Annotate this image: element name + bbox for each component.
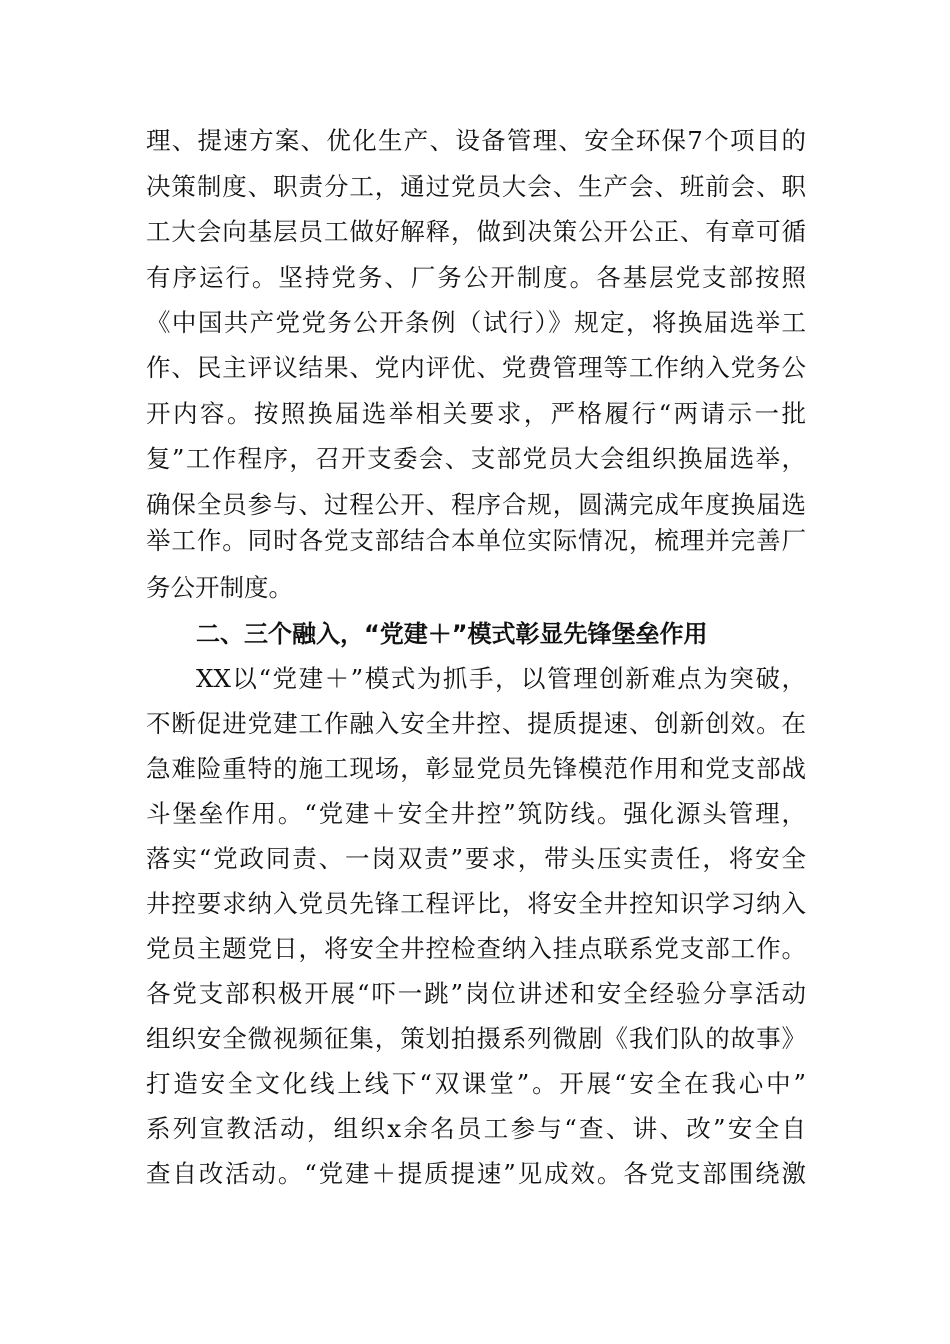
paragraph1-line-8: 复”工作程序，召开支委会、支部党员大会组织换届选举， [146, 444, 806, 473]
paragraph2-line-6: 井控要求纳入党员先锋工程评比，将安全井控知识学习纳入 [146, 889, 806, 918]
paragraph1-line-10: 举工作。同时各党支部结合本单位实际情况，梳理并完善厂 [146, 526, 806, 555]
paragraph2-line-12: 查自改活动。“党建＋提质提速”见成效。各党支部围绕激 [146, 1159, 806, 1188]
paragraph1-line-5: 《中国共产党党务公开条例（试行）》规定，将换届选举工 [146, 308, 806, 337]
paragraph2-line-3: 急难险重特的施工现场，彰显党员先锋模范作用和党支部战 [146, 754, 806, 783]
paragraph1-line-3: 工大会向基层员工做好解释，做到决策公开公正、有章可循 [146, 217, 806, 246]
paragraph2-line-9: 组织安全微视频征集，策划拍摄系列微剧《我们队的故事》 [146, 1024, 806, 1053]
paragraph1-line-11: 务公开制度。 [146, 573, 293, 602]
paragraph2-line-5: 落实“党政同责、一岗双责”要求，带头压实责任，将安全 [146, 844, 806, 873]
paragraph2-line-10: 打造安全文化线上线下“双课堂”。开展“安全在我心中” [146, 1069, 806, 1098]
paragraph2-line-1: XX以“党建＋”模式为抓手，以管理创新难点为突破， [196, 664, 806, 693]
paragraph2-line-7: 党员主题党日，将安全井控检查纳入挂点联系党支部工作。 [146, 934, 806, 963]
paragraph2-line-2: 不断促进党建工作融入安全井控、提质提速、创新创效。在 [146, 709, 806, 738]
paragraph1-line-1: 理、提速方案、优化生产、设备管理、安全环保7个项目的 [146, 126, 806, 155]
paragraph1-line-4: 有序运行。坚持党务、厂务公开制度。各基层党支部按照 [146, 263, 806, 292]
section-heading: 二、三个融入，“党建＋”模式彰显先锋堡垒作用 [196, 620, 708, 648]
paragraph2-line-4: 斗堡垒作用。“党建＋安全井控”筑防线。强化源头管理， [146, 799, 806, 828]
paragraph1-line-2: 决策制度、职责分工，通过党员大会、生产会、班前会、职 [146, 172, 806, 201]
paragraph2-line-8: 各党支部积极开展“吓一跳”岗位讲述和安全经验分享活动 [146, 979, 806, 1008]
paragraph1-line-7: 开内容。按照换届选举相关要求，严格履行“两请示一批 [146, 399, 806, 428]
paragraph2-line-11: 系列宣教活动，组织x余名员工参与“查、讲、改”安全自 [146, 1114, 806, 1143]
paragraph1-line-6: 作、民主评议结果、党内评优、党费管理等工作纳入党务公 [146, 353, 806, 382]
paragraph1-line-9: 确保全员参与、过程公开、程序合规，圆满完成年度换届选 [146, 490, 806, 519]
